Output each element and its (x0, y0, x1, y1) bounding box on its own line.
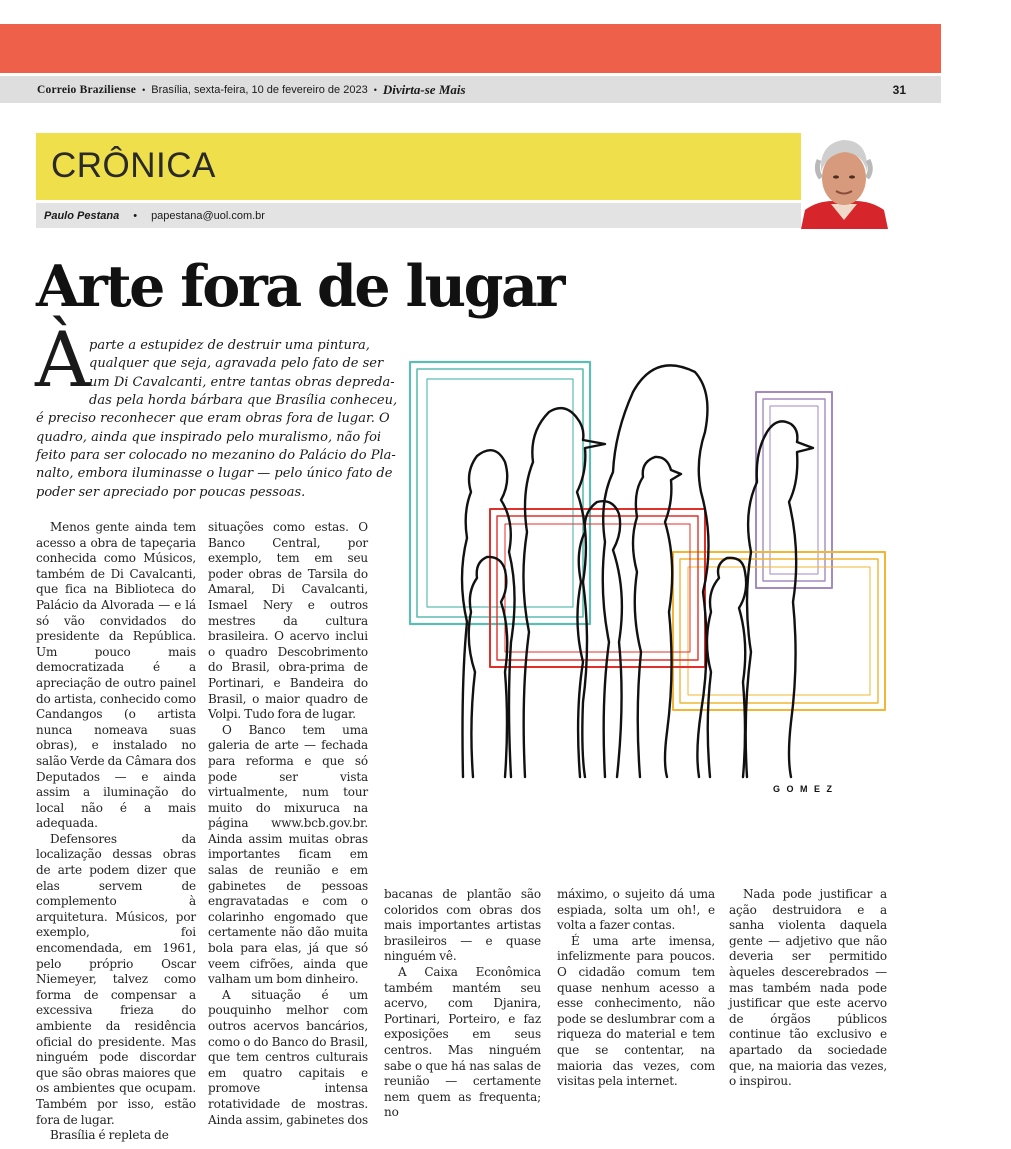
page-number: 31 (892, 82, 906, 97)
header-separator: • (373, 84, 377, 95)
lead-line: qualquer que seja, agravada pelo fato de ser (89, 356, 384, 371)
byline (36, 203, 801, 228)
masthead: Correio Braziliense (37, 83, 137, 96)
body-column-5 (729, 887, 887, 1090)
paragraph: Nada pode justificar a ação destruidora e a sanha violenta daquela gente — adjetivo que não deveria ser permitido àqueles descerebrados — mas também nada pode justificar que este acervo de órgãos públicos continue tão exclusivo e apartado da sociedade que, na maioria das vezes, o inspirou. (729, 887, 887, 1089)
column-label: CRÔNICA (51, 146, 216, 185)
byline-separator: • (133, 209, 138, 222)
author-email[interactable]: papestana@uol.com.br (151, 209, 265, 222)
newspaper-header (0, 76, 941, 103)
place-date: Brasília, sexta-feira, 10 de fevereiro de 2023 (151, 83, 368, 96)
column-label-box (36, 133, 801, 200)
paragraph: Brasília é repleta de (50, 1128, 169, 1143)
body-column-3 (384, 887, 541, 1121)
paragraph: A situação é um pouquinho melhor com outros acervos bancários, como o do Banco do Brasil, que tem centros culturais em quatro capitais e promove intensa rotatividade de mostras. Ainda assim, gabinetes dos (208, 987, 368, 1127)
section-name: Divirta-se Mais (382, 81, 466, 97)
lead-line: feito para ser colocado no mezanino do Palácio do Pla- (36, 448, 396, 463)
paragraph: Defensores da localização dessas obras de arte podem dizer que elas servem de complemento à arquitetura. Músicos, por exemplo, foi encomendada, em 1961, pelo próprio Oscar Niemeyer, talvez como forma de compensar a excessiva frieza do ambiente da residência oficial do presidente. Mas ninguém pode discordar que são obras maiores que os ambientes que ocupam. Também por isso, estão fora de lugar. (36, 831, 196, 1127)
lead-line: um Di Cavalcanti, entre tantas obras depreda- (89, 375, 395, 390)
lead-line: é preciso reconhecer que eram obras fora de lugar. O (36, 411, 390, 426)
lead-line: poder ser apreciado por poucas pessoas. (36, 485, 306, 500)
body-column-4 (557, 887, 715, 1090)
lead-line: parte a estupidez de destruir uma pintura, (89, 338, 370, 353)
lead-line: das pela horda bárbara que Brasília conheceu, (89, 393, 398, 408)
author-name: Paulo Pestana (44, 209, 120, 222)
paragraph: A Caixa Econômica também mantém seu acervo, com Djanira, Portinari, Porteiro, e faz exposições em seus centros. Mas ninguém sabe o que há nas salas de reunião — certamente nem quem as frequenta; no (384, 964, 541, 1120)
illustration-signature: G O M E Z (773, 784, 835, 794)
paragraph: máximo, o sujeito dá uma espiada, solta um oh!, e volta a fazer contas. (557, 887, 715, 933)
paragraph: bacanas de plantão são coloridos com obras dos mais importantes artistas brasileiros — e quase ninguém vê. (384, 887, 541, 964)
top-color-band (0, 24, 941, 73)
body-column-1 (36, 520, 196, 1144)
gomez-illustration (405, 352, 895, 802)
author-portrait (801, 130, 888, 229)
headline: Arte fora de lugar (36, 253, 563, 320)
paragraph: É uma arte imensa, infelizmente para poucos. O cidadão comum tem quase nenhum acesso a esse conhecimento, não pode se deslumbrar com a riqueza do material e tem que se contentar, na maioria das vezes, com visitas pela internet. (557, 933, 715, 1089)
paragraph: situações como estas. O Banco Central, por exemplo, tem em seu poder obras de Tarsila do Amaral, Di Cavalcanti, Ismael Nery e outros mestres da cultura brasileira. O acervo inclui o quadro Descobrimento do Brasil, obra-prima de Portinari, e Bandeira do Brasil, o maior quadro de Volpi. Tudo fora de lugar. (208, 520, 368, 722)
header-separator: • (142, 84, 146, 95)
lead-dropcap: À (35, 315, 90, 404)
paragraph: Menos gente ainda tem acesso a obra de tapeçaria conhecida como Músicos, também de Di Cavalcanti, que fica na Biblioteca do Palácio da Alvorada — e lá só vão convidados do presidente da República. Um pouco mais democratizada é a apreciação de outro painel do artista, conhecido como Candangos (o artista nunca nomeava suas obras), e instalado no salão Verde da Câmara dos Deputados — e ainda assim a iluminação do local não é a mais adequada. (36, 520, 196, 831)
body-column-2 (208, 520, 368, 1128)
paragraph: O Banco tem uma galeria de arte — fechada para reforma e que só pode ser vista virtualmente, num tour muito do mixuruca na página www.bcb.gov.br. Ainda assim muitas obras importantes ficam em salas de reunião e em gabinetes de pessoas engravatadas e com o colarinho engomado que certamente não dão muita bola para elas, já que só veem cifrões, ainda que valham um bom dinheiro. (208, 722, 368, 987)
lead-line: quadro, ainda que inspirado pelo muralismo, não foi (36, 430, 382, 445)
lead-line: nalto, embora iluminasse o lugar — pelo único fato de (36, 466, 393, 481)
